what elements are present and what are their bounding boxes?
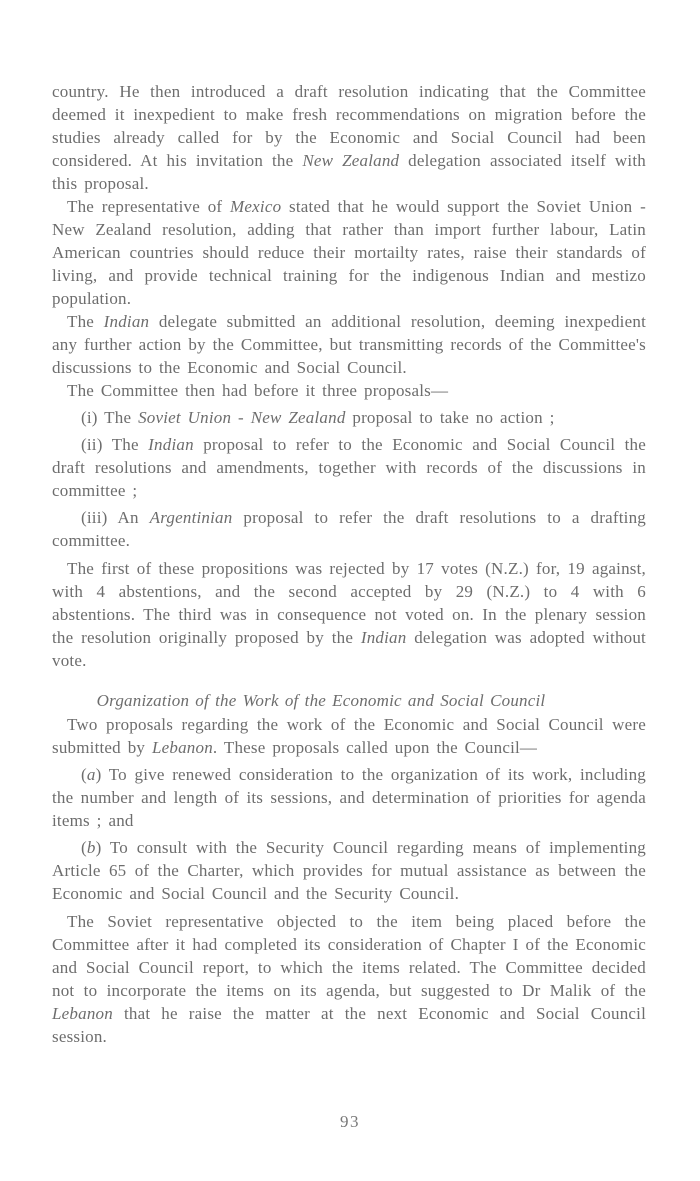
italic-text-run: New Zealand <box>302 151 400 170</box>
text-run: proposal to take no action ; <box>345 408 555 427</box>
text-run: Two proposals regarding the work of the Economic and Social Council were submitted by <box>52 715 646 757</box>
text-run: that he raise the matter at the next Economic and Social Council session. <box>52 1004 646 1046</box>
italic-text-run: Lebanon <box>52 1004 113 1023</box>
paragraph-mexico <box>52 195 646 310</box>
italic-text-run: Indian <box>148 435 194 454</box>
paragraph-votes <box>52 557 646 672</box>
text-run: ) To consult with the Security Council regarding means of implementing Article 65 of the Charter, which provides for mutual assistance as between the Economic and Social Council and the Security Council. <box>52 838 646 903</box>
text-run: The Soviet representative objected to the item being placed before the Committee after it had completed its consideration of Chapter I of the Economic and Social Council report, to which the items related. The Committee decided not to incorporate the items on its agenda, but suggested to Dr Malik of the <box>52 912 646 1000</box>
text-run: Organization of the Work of the Economic and Social Council <box>96 691 546 710</box>
italic-text-run: Lebanon <box>151 738 213 757</box>
text-run: (iii) An <box>81 508 150 527</box>
list-item-b <box>52 836 646 905</box>
italic-text-run: b <box>86 838 96 857</box>
text-run: (ii) The <box>81 435 149 454</box>
text-run: delegation associated itself with this proposal. <box>52 151 646 193</box>
text-run: delegation was adopted without vote. <box>52 628 646 670</box>
page-text <box>52 80 646 1048</box>
text-run: proposal to refer the draft resolutions to a drafting committee. <box>52 508 646 550</box>
text-run: delegate submitted an additional resolution, deeming inexpedient any further action by the Committee, but transmitting records of the Committee's discussions to the Economic and Social Council. <box>52 312 646 377</box>
italic-text-run: Mexico <box>230 197 282 216</box>
section-heading <box>52 689 646 712</box>
italic-text-run: Argentinian <box>149 508 233 527</box>
italic-text-run: Indian <box>360 628 407 647</box>
italic-text-run: Indian <box>103 312 150 331</box>
list-item-iii <box>52 506 646 552</box>
text-run: ( <box>81 765 87 784</box>
paragraph-indian-delegate <box>52 310 646 379</box>
text-run: The representative of <box>67 197 231 216</box>
italic-text-run: Soviet Union - New Zealand <box>138 408 346 427</box>
text-run: (i) The <box>81 408 139 427</box>
list-item-i <box>52 406 646 429</box>
paragraph-country <box>52 80 646 195</box>
list-item-a <box>52 763 646 832</box>
text-run: stated that he would support the Soviet Union - New Zealand resolution, adding that rather than import further labour, Latin American countries should reduce their mortailty rates, raise their standards of living, and provide technical training for the indigenous Indian and mestizo population. <box>52 197 646 308</box>
text-run: proposal to refer to the Economic and Social Council the draft resolutions and amendments, together with records of the discussions in committee ; <box>52 435 646 500</box>
text-run: ) To give renewed consideration to the organization of its work, including the number and length of its sessions, and determination of priorities for agenda items ; and <box>52 765 646 830</box>
paragraph-soviet-objection <box>52 910 646 1048</box>
text-run: The <box>67 312 104 331</box>
italic-text-run: a <box>86 765 96 784</box>
text-run: ( <box>81 838 87 857</box>
paragraph-lebanon-proposals <box>52 713 646 759</box>
page-number: 93 <box>340 1112 360 1131</box>
list-item-ii <box>52 433 646 502</box>
text-run: The first of these propositions was rejected by 17 votes (N.Z.) for, 19 against, with 4 abstentions, and the second accepted by 29 (N.Z.) to 4 with 6 abstentions. The third was in consequence not voted on. In the plenary session the resolution originally proposed by the <box>52 559 646 647</box>
text-run: . These proposals called upon the Council— <box>212 738 538 757</box>
paragraph-three-proposals <box>52 379 646 402</box>
text-run: country. He then introduced a draft resolution indicating that the Committee deemed it inexpedient to make fresh recommendations on migration before the studies already called for by the Economic and Social Council had been considered. At his invitation the <box>52 82 646 170</box>
text-run: The Committee then had before it three proposals— <box>67 381 449 400</box>
